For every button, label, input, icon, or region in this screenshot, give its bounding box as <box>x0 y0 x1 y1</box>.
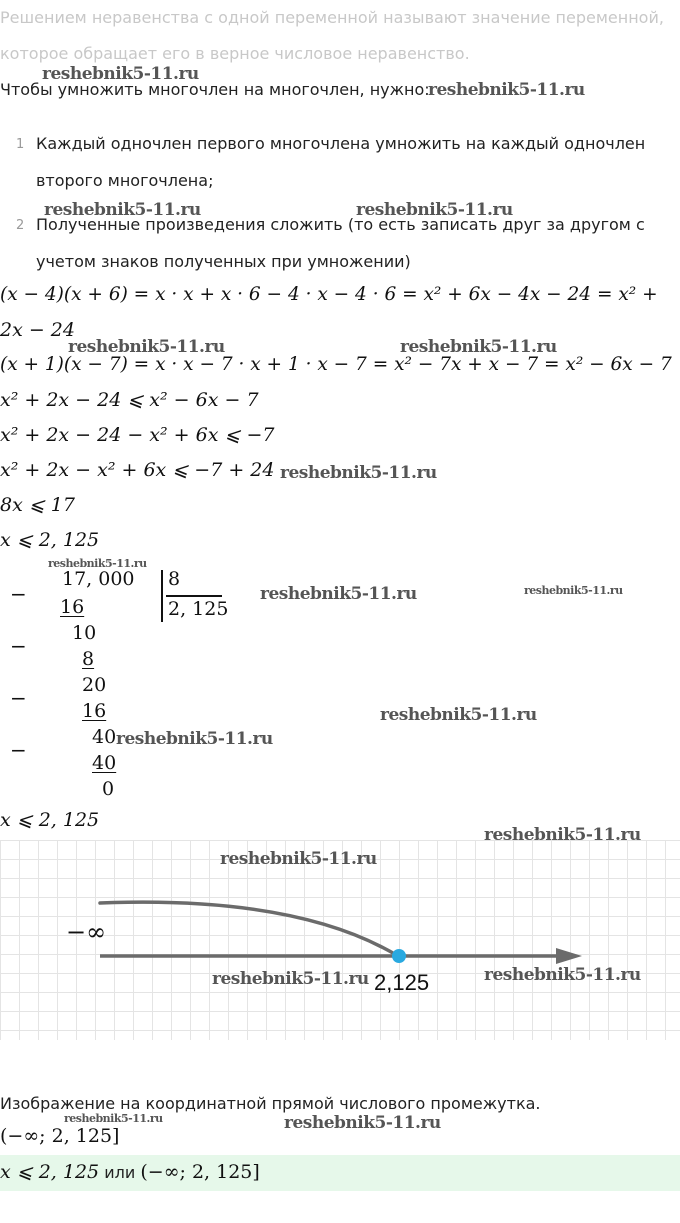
division-step: 8 <box>82 648 95 670</box>
watermark: reshebnik5-11.ru <box>48 557 147 570</box>
division-step: 10 <box>72 622 97 644</box>
minus-sign: − <box>10 738 27 762</box>
step-text: Каждый одночлен первого многочлена умножить на каждый одночлен <box>36 134 646 153</box>
division-step: 16 <box>60 596 85 618</box>
axis-arrow-icon <box>556 948 582 964</box>
division-bar <box>161 570 163 622</box>
caption-text: Изображение на координатной прямой числового промежутка. <box>0 1094 541 1113</box>
math-line: 8x ⩽ 17 <box>0 494 75 516</box>
number-line-grid <box>0 840 680 1040</box>
watermark: reshebnik5-11.ru <box>428 80 585 100</box>
definition-text-cont: которое обращает его в верное числовое неравенство. <box>0 44 470 63</box>
watermark: reshebnik5-11.ru <box>484 825 641 845</box>
divisor: 8 <box>168 568 181 590</box>
division-step: 0 <box>102 778 115 800</box>
point-marker <box>392 949 406 963</box>
answer-line <box>0 1161 260 1183</box>
watermark: reshebnik5-11.ru <box>380 705 537 725</box>
dividend: 17, 000 <box>62 568 135 590</box>
math-line: x² + 2x − x² + 6x ⩽ −7 + 24 <box>0 459 275 481</box>
math-line: 2x − 24 <box>0 319 75 341</box>
math-line: x ⩽ 2, 125 <box>0 529 100 551</box>
division-step: 40 <box>92 726 117 748</box>
watermark: reshebnik5-11.ru <box>64 1112 163 1125</box>
neg-infinity-label: −∞ <box>66 918 107 946</box>
watermark: reshebnik5-11.ru <box>68 337 225 357</box>
watermark: reshebnik5-11.ru <box>44 200 201 220</box>
step-text: учетом знаков полученных при умножении) <box>36 252 411 271</box>
point-label: 2,125 <box>374 970 430 995</box>
interval-notation: (−∞; 2, 125] <box>0 1125 120 1147</box>
watermark: reshebnik5-11.ru <box>284 1113 441 1133</box>
math-line: (x − 4)(x + 6) = x · x + x · 6 − 4 · x − 4 · 6 = x² + 6x − 4x − 24 = x² + <box>0 284 658 305</box>
answer-inequality: x ⩽ 2, 125 <box>0 1161 100 1183</box>
step-text: Полученные произведения сложить (то есть записать друг за другом с <box>36 215 645 234</box>
watermark: reshebnik5-11.ru <box>356 200 513 220</box>
interval-arc <box>100 902 398 956</box>
watermark: reshebnik5-11.ru <box>212 969 369 989</box>
math-line: (x + 1)(x − 7) = x · x − 7 · x + 1 · x − 7 = x² − 7x + x − 7 = x² − 6x − 7 <box>0 354 672 375</box>
minus-sign: − <box>10 634 27 658</box>
step-number: 2 <box>16 218 25 233</box>
minus-sign: − <box>10 686 27 710</box>
division-step: 16 <box>82 700 107 722</box>
watermark: reshebnik5-11.ru <box>260 584 417 604</box>
watermark: reshebnik5-11.ru <box>280 463 437 483</box>
division-step: 40 <box>92 752 117 774</box>
watermark: reshebnik5-11.ru <box>484 965 641 985</box>
watermark: reshebnik5-11.ru <box>524 584 623 597</box>
answer-interval: (−∞; 2, 125] <box>140 1161 260 1183</box>
math-line: x² + 2x − 24 − x² + 6x ⩽ −7 <box>0 424 275 446</box>
math-line: x² + 2x − 24 ⩽ x² − 6x − 7 <box>0 389 259 411</box>
watermark: reshebnik5-11.ru <box>400 337 557 357</box>
rule-title: Чтобы умножить многочлен на многочлен, нужно: <box>0 80 430 99</box>
quotient-line <box>166 595 222 597</box>
definition-text: Решением неравенства с одной переменной называют значение переменной, <box>0 8 664 27</box>
division-step: 20 <box>82 674 107 696</box>
quotient: 2, 125 <box>168 598 229 620</box>
step-number: 1 <box>16 137 25 152</box>
step-text: второго многочлена; <box>36 171 214 190</box>
answer-box <box>0 1155 680 1191</box>
math-result: x ⩽ 2, 125 <box>0 809 100 831</box>
answer-or: или <box>99 1163 141 1182</box>
watermark: reshebnik5-11.ru <box>42 64 199 84</box>
watermark: reshebnik5-11.ru <box>220 849 377 869</box>
watermark: reshebnik5-11.ru <box>116 729 273 749</box>
minus-sign: − <box>10 582 27 606</box>
